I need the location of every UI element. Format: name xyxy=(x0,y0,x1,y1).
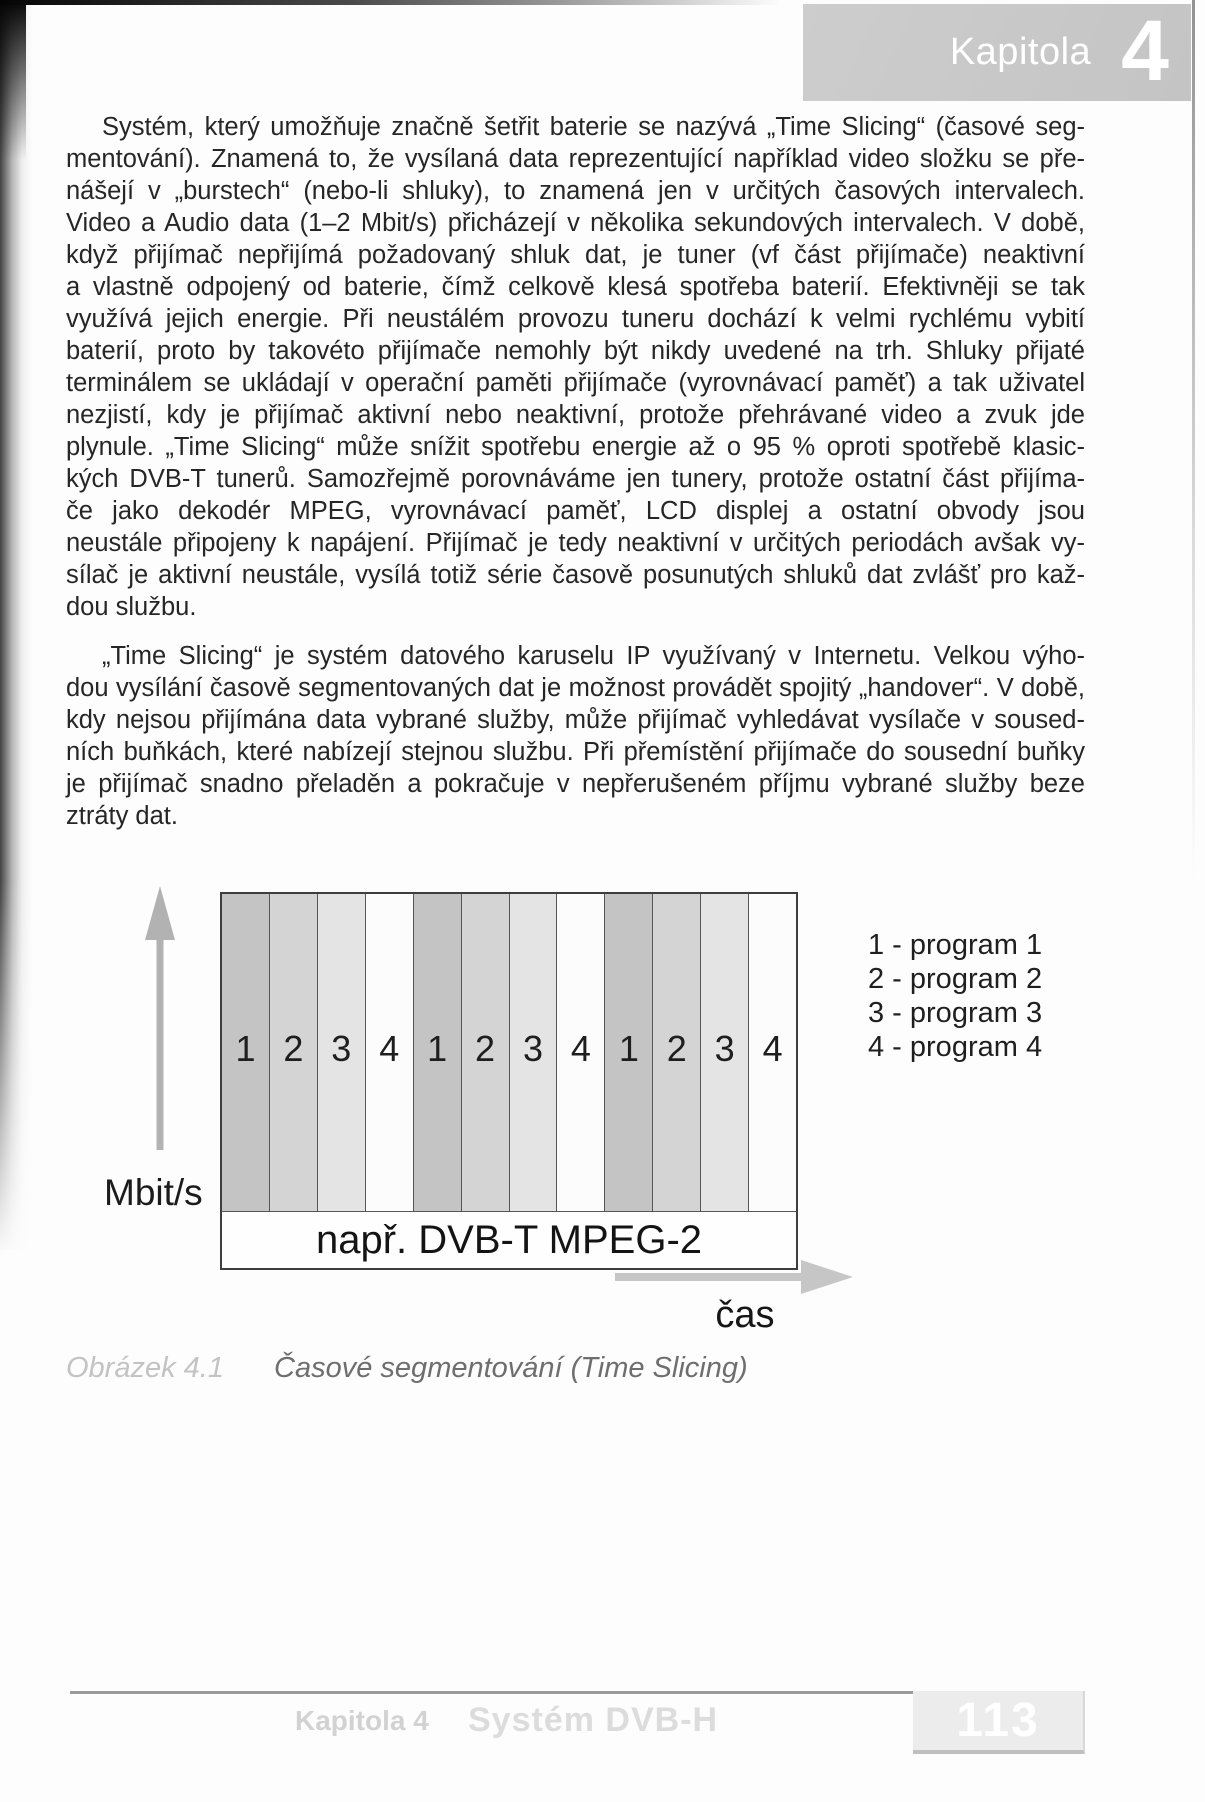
time-slot-4 xyxy=(365,894,413,1211)
top-left-corner-artifact xyxy=(0,0,26,160)
chapter-header-box xyxy=(803,4,1191,101)
text-line: když přijímač nepřijímá požadovaný shluk dat, je tuner (vf část přijímače) neaktivní xyxy=(66,241,1085,269)
text-line: sílač je aktivní neustále, vysílá totiž série časově posunutých shluků dat zvlášť pro kaž- xyxy=(66,561,1085,589)
text-line: nezjistí, kdy je přijímač aktivní nebo neaktivní, protože přehrávané video a zvuk jde xyxy=(66,401,1085,429)
text-line: kých DVB-T tunerů. Samozřejmě porovnáváme jen tunery, protože ostatní část přijíma- xyxy=(66,465,1085,493)
page-number: 113 xyxy=(956,1694,1040,1747)
text-line: dou službu. xyxy=(66,593,197,621)
chapter-number: 4 xyxy=(1121,2,1169,99)
time-slot-box xyxy=(220,892,798,1270)
slot-number: 3 xyxy=(522,1027,543,1069)
text-line: če jako dekodér MPEG, vyrovnávací paměť, LCD displej a ostatní obvody jsou xyxy=(66,497,1085,525)
time-slot-strip xyxy=(222,894,796,1211)
text-line: je přijímač snadno přeladěn a pokračuje v nepřerušeném příjmu vybrané služby beze xyxy=(66,770,1085,798)
text-line: kdy nejsou přijímána data vybrané služby, může přijímač vyhledávat vysílače v soused- xyxy=(66,706,1085,734)
time-slot-3 xyxy=(700,894,748,1211)
time-slot-4 xyxy=(556,894,604,1211)
legend-item: 2 - program 2 xyxy=(868,963,1043,995)
figure-caption-label: Obrázek 4.1 xyxy=(66,1352,224,1384)
text-line: Video a Audio data (1–2 Mbit/s) přicházejí v několika sekundových intervalech. V době, xyxy=(66,209,1085,237)
top-edge-artifact xyxy=(0,0,780,5)
body-text xyxy=(66,111,1085,832)
legend-item: 3 - program 3 xyxy=(868,997,1043,1029)
text-line: využívá jejich energie. Při neustálém provozu tuneru dochází k velmi rychlému vybití xyxy=(66,305,1085,333)
text-line: baterií, proto by takovéto přijímače nemohly být nikdy uvedené na trh. Shluky přijaté xyxy=(66,337,1085,365)
right-edge-artifact xyxy=(1192,0,1195,880)
footer-rule xyxy=(70,1691,915,1694)
text-line: plynule. „Time Slicing“ může snížit spotřebu energie až o 95 % oproti spotřebě klasic- xyxy=(66,433,1085,461)
slot-number: 3 xyxy=(331,1027,352,1069)
time-right-arrow-icon xyxy=(615,1258,855,1296)
footer-book-title: Systém DVB-H xyxy=(468,1701,719,1739)
slot-number: 3 xyxy=(714,1027,735,1069)
time-slot-3 xyxy=(509,894,557,1211)
slot-number: 2 xyxy=(475,1027,496,1069)
text-line: a vlastně odpojený od baterie, čímž celkově klesá spotřeba baterií. Efektivněji se tak xyxy=(66,273,1085,301)
time-slot-2 xyxy=(269,894,317,1211)
slot-number: 4 xyxy=(570,1027,591,1069)
paragraph-1 xyxy=(66,111,1085,623)
text-line: „Time Slicing“ je systém datového karuselu IP využívaný v Internetu. Velkou výho- xyxy=(102,642,1085,670)
text-line: mentování). Znamená to, že vysílaná data reprezentující například video složku se pře- xyxy=(66,145,1085,173)
slot-number: 2 xyxy=(666,1027,687,1069)
text-line: ních buňkách, které nabízejí stejnou službu. Při přemístění přijímače do sousední buňky xyxy=(66,738,1085,766)
slot-number: 2 xyxy=(283,1027,304,1069)
time-slot-1 xyxy=(222,894,269,1211)
mbits-axis-label: Mbit/s xyxy=(104,1172,203,1213)
text-line: neustále připojeny k napájení. Přijímač je tedy neaktivní v určitých periodách avšak vy- xyxy=(66,529,1085,557)
band-label: např. DVB-T MPEG-2 xyxy=(222,1211,796,1268)
time-slot-3 xyxy=(317,894,365,1211)
left-scan-fade-artifact xyxy=(0,880,32,1260)
slot-number: 1 xyxy=(618,1027,639,1069)
time-slot-2 xyxy=(652,894,700,1211)
figure-caption xyxy=(66,1352,748,1385)
page-number-box xyxy=(913,1691,1085,1754)
text-line: nášejí v „burstech“ (nebo-li shluky), to znamená jen v určitých časových intervalech. xyxy=(66,177,1085,205)
footer-chapter: Kapitola 4 xyxy=(295,1705,429,1736)
text-line: dou vysílání časově segmentovaných dat je možnost provádět spojitý „handover“. V době, xyxy=(66,674,1085,702)
slot-number: 4 xyxy=(379,1027,400,1069)
slot-number: 1 xyxy=(427,1027,448,1069)
time-slot-4 xyxy=(748,894,796,1211)
paragraph-2 xyxy=(66,640,1085,832)
mbits-up-arrow-icon xyxy=(138,886,182,1154)
time-slot-1 xyxy=(604,894,652,1211)
slot-number: 4 xyxy=(762,1027,783,1069)
text-line: ztráty dat. xyxy=(66,802,178,830)
figure-caption-text: Časové segmentování (Time Slicing) xyxy=(274,1352,748,1384)
figure-legend xyxy=(868,928,1042,1064)
chapter-word: Kapitola xyxy=(949,31,1092,73)
time-slot-2 xyxy=(461,894,509,1211)
legend-item: 1 - program 1 xyxy=(868,929,1043,961)
slot-number: 1 xyxy=(235,1027,256,1069)
text-line: Systém, který umožňuje značně šetřit baterie se nazývá „Time Slicing“ (časové seg- xyxy=(102,113,1085,141)
time-axis-label: čas xyxy=(715,1294,775,1336)
time-slot-1 xyxy=(413,894,461,1211)
text-line: terminálem se ukládají v operační paměti přijímače (vyrovnávací paměť) a tak uživatel xyxy=(66,369,1085,397)
legend-item: 4 - program 4 xyxy=(868,1031,1043,1063)
